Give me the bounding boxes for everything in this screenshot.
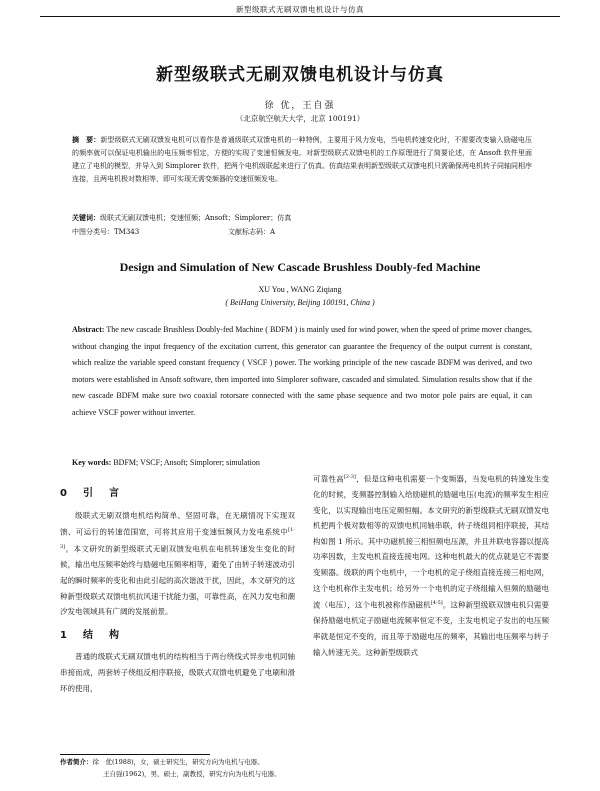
english-authors: XU You , WANG Ziqiang [258, 285, 342, 294]
footnote-rule [60, 754, 210, 755]
doc-code-value: A [270, 228, 276, 236]
section-0-paragraph [60, 508, 295, 620]
chinese-abstract-label: 摘 要： [72, 136, 101, 144]
english-abstract-label: Abstract: [72, 325, 105, 334]
chinese-authors: 徐 优，王自强 [264, 101, 336, 111]
chinese-affiliation: （北京航空航天大学，北京 100191） [235, 114, 365, 123]
citation-ref: [2-3] [343, 474, 356, 480]
footnote-line-2: 王自强(1962)，男，硕士，副教授，研究方向为电机与电器。 [103, 770, 281, 778]
right-paragraph-1 [313, 470, 549, 660]
chinese-title: 新型级联式无刷双馈电机设计与仿真 [156, 65, 444, 85]
right-column [313, 470, 549, 660]
citation-ref: [1-3] [60, 527, 295, 551]
english-abstract [72, 322, 532, 422]
english-title: Design and Simulation of New Cascade Brushless Doubly-fed Machine [119, 260, 481, 274]
english-keywords [72, 458, 532, 467]
class-number-label: 中图分类号： [72, 228, 114, 236]
english-keywords-text: BDFM; VSCF; Ansoft; Simplorer; simulation [113, 458, 260, 467]
right-text-head: 可靠性高 [313, 474, 344, 484]
header-rule [40, 16, 560, 17]
footnote-label: 作者简介： [60, 758, 93, 766]
chinese-keywords [72, 213, 532, 223]
chinese-abstract-text: 新型级联式无刷双馈发电机可以看作是普通级联式双馈电机的一种特例，主要用于风力发电，当电机转速变化时，不需要改变输入励磁电压的频率就可以保证电机输出的电压频率恒定，方便的实现了变速恒频发电。对新型级联式双馈电机的工作原理进行了简要论述，在 Ansoft 软件里面建立了电机的模型，并导入到 Simplorer 软件，把两个电机级联起来进行了仿真。仿真结果表明新型级联式双馈电机只需确保两电机转子同轴同相序连接，且两电机极对数相等，即可实现无需变频器的变速恒频发电。 [72, 136, 532, 183]
right-text-tail: 。这种新型级联双馈电机只需要保持励磁电机定子励磁电流频率恒定不变，主发电机定子发出的电压频率就是恒定不变的，而且等于励磁电压的频率，其输出电压频率与转子输入转速无关。这种新型级联式 [313, 600, 550, 657]
section-0-text: 级联式无刷双馈电机结构简单、坚固可靠，在无刷情况下实现双馈、可运行的转速范围宽，可将其应用于变速恒频风力发电系统中 [60, 510, 295, 537]
footnote-line-1: 徐 优(1988)，女，硕士研究生，研究方向为电机与电器。 [92, 758, 264, 766]
chinese-keywords-label: 关键词： [72, 214, 100, 222]
section-1-heading: 1 结 构 [60, 629, 122, 641]
class-number-value: TM343 [114, 228, 140, 236]
english-abstract-text: The new cascade Brushless Doubly-fed Machine ( BDFM ) is mainly used for wind power, when the speed of prime mover changes, without changing the input frequency of the excitation current, this generator can guarantee the frequency of the output current is constant, which realize the variable speed constant frequency ( VSCF ) power. The working principle of the new cascade BDFM was derived, and two motors were established in Ansoft software, then imported into Simplorer software, cascaded and simulated. Simulation results show that if the new cascade BDFM make sure two coaxial rotorsare connected with the same phase sequence and two motor pole pairs are equal, it can achieve VSCF power without inverter. [72, 325, 532, 417]
english-keywords-label: Key words: [72, 458, 112, 467]
footnote-author-1 [60, 757, 540, 766]
section-1-paragraph: 普通的级联式无刷双馈电机的结构相当于两台绕线式异步电机同轴串接而成，两套转子绕组反相序联接，级联式双馈电机避免了电刷和滑环的使用， [60, 652, 295, 693]
classification-line [72, 227, 532, 237]
chinese-keywords-text: 级联式无刷双馈电机；变速恒频；Ansoft；Simplorer；仿真 [100, 214, 292, 222]
english-affiliation: ( BeiHang University, Beijing 100191, China ) [225, 298, 375, 307]
section-0-heading: 0 引 言 [60, 488, 122, 499]
running-head: 新型级联式无刷双馈电机设计与仿真 [236, 5, 364, 14]
chinese-abstract [72, 134, 532, 186]
right-text-body: ，但是这种电机需要一个变频器，当发电机的转速发生变化的时候，变频器控制输入给励磁机的励磁电压(电流)的频率发生相应变化，以实现输出电压定频恒幅。本文研究的新型级联式无刷双馈发电机把两个极对数相等的双馈电机同轴串联，转子绕组同相序联接，其结构如图 1 所示。其中功磁机接三相恒频电压源，并且并联电容器以提高功率因数，主发电机直接连接电网。这种电机最大的优点就是它不需要变频器。级联的两个电机中，一个电机的定子绕组直接连接三相电网，这个电机称作主发电机；给另外一个电机的定子绕组输入恒频的励磁电流（电压），这个电机被称作励磁机 [313, 474, 550, 610]
section-0-text-tail: 。本文研究的新型级联式无刷双馈发电机在电机转速发生变化的时候，输出电压频率始终与励磁电压频率相等，避免了由转子转速波动引起的瞬时频率的变化和由此引起的高次谐波干扰，因此，本文研究的这种新型级联式双馈电机抗风速干扰能力强，可靠性高，在风力发电和潮汐发电领域具有广阔的发展前景。 [60, 544, 295, 617]
left-column [60, 478, 295, 696]
doc-code-label: 文献标志码： [228, 228, 270, 236]
citation-ref: [4-5] [430, 600, 443, 607]
